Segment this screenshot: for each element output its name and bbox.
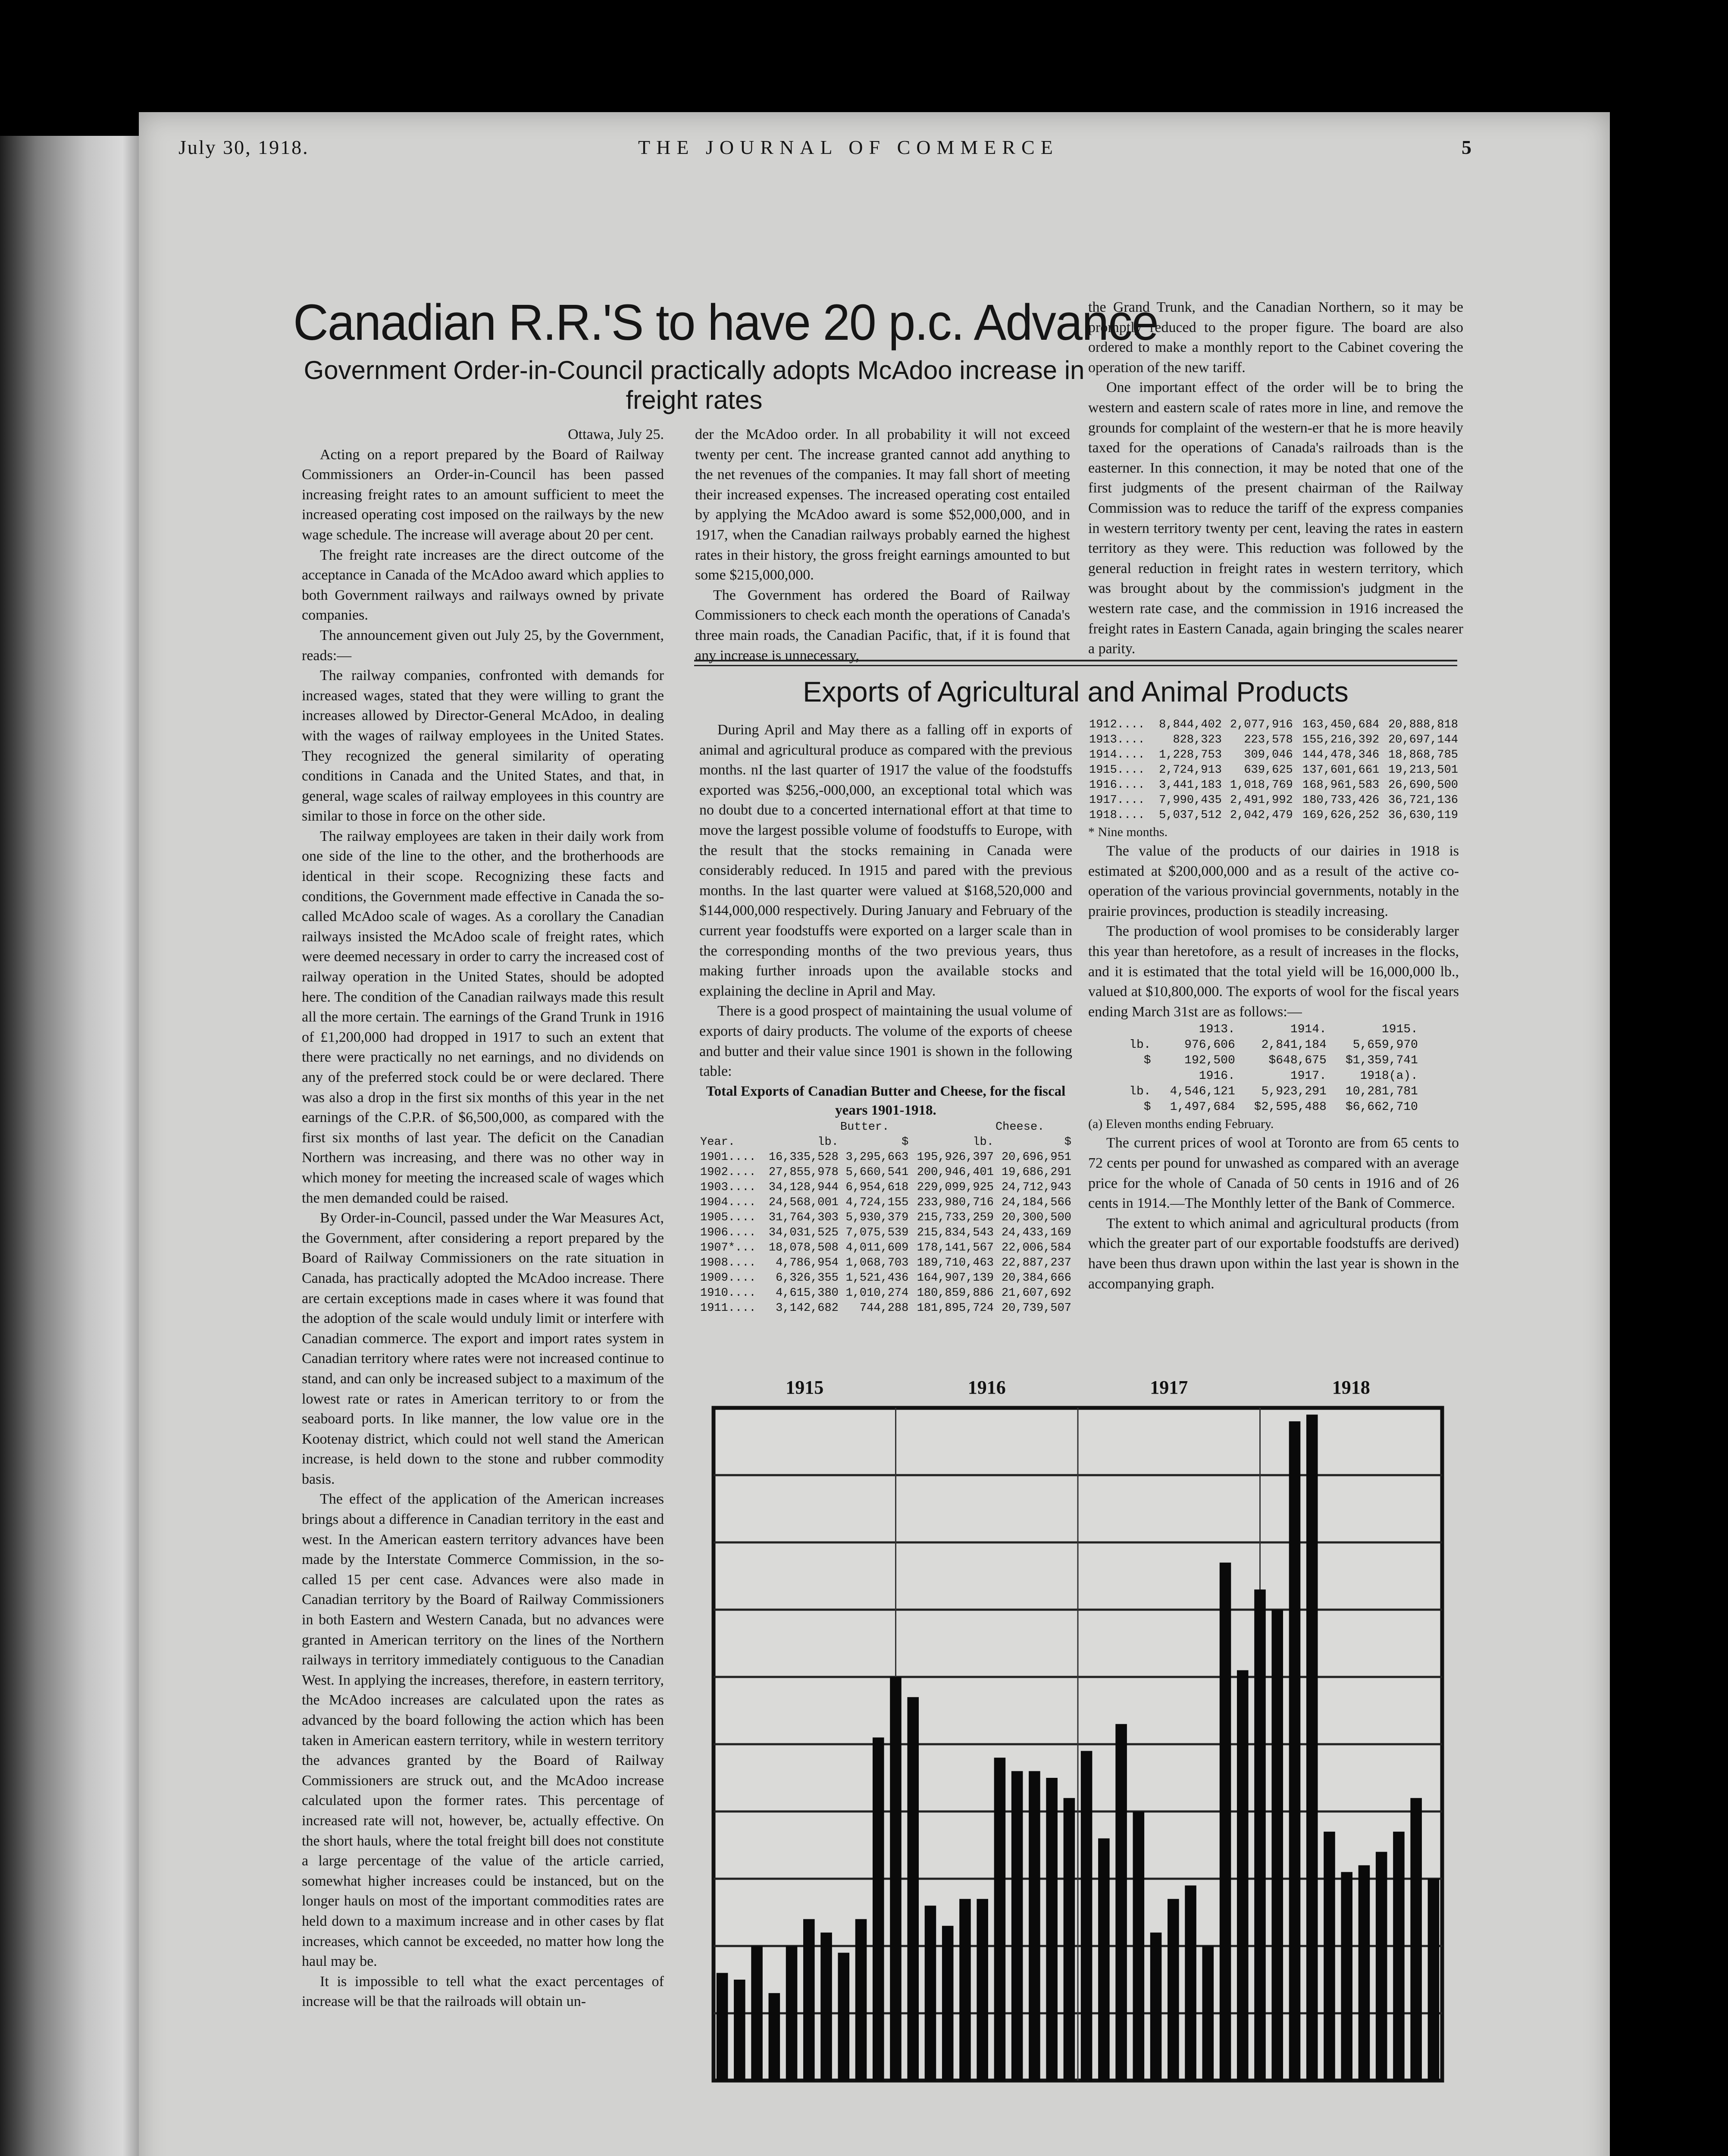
bar [1324, 1832, 1335, 2081]
bar [1185, 1886, 1196, 2081]
table-cell: 1901.... [700, 1150, 756, 1164]
table-row [1088, 718, 1459, 733]
table-cell: 744,288 [859, 1301, 909, 1315]
table-cell: 3,441,183 [1159, 779, 1222, 792]
table-cell: 24,568,001 [768, 1196, 839, 1209]
table-cell: 155,216,392 [1302, 733, 1380, 746]
table-cell: 4,724,155 [845, 1196, 909, 1209]
paragraph: The current prices of wool at Toronto are from 65 cents to 72 cents per pound for unwashed as compared with an average price for the whole of Canada of 50 cents in 1916 and of 26 cents in 1914.—The Monthly letter of the Bank of Commerce. [1088, 1135, 1459, 1212]
table-cell: 164,907,139 [917, 1271, 994, 1285]
table-cell: 26,690,500 [1388, 779, 1458, 792]
table-cell: 20,888,818 [1388, 718, 1458, 731]
bar [769, 1993, 780, 2081]
bar [803, 1919, 815, 2081]
year-label: 1915 [786, 1377, 824, 1398]
table-cell: 1903.... [700, 1181, 756, 1194]
table-cell: 1917. [1290, 1069, 1327, 1083]
table-cell: 229,099,925 [917, 1181, 994, 1194]
year-label: 1916 [967, 1377, 1006, 1398]
paragraph: The effect of the application of the American increases brings about a difference in Canadian territory in the east and west. In the American eastern territory advances have been made by the Interstate Commerce Commission, in the so-called 15 per cent case. Advances were also made in Canadian territory by the Board of Railway Commissioners in both Eastern and Western Canada, but no advances were granted in American territory on the lines of the Northern railways in territory immediately contiguous to the Canadian West. In applying the increases, therefore, in eastern territory, the McAdoo increases are calculated upon the rates as advanced by the board following the action which has been taken in American eastern territory, while in western territory the advances granted by the Board of Railway Commissioners are struck out, and the McAdoo increase calculated upon the former rates. This percentage of increased rate will not, however, be, actually effective. On the short hauls, where the total freight bill does not constitute a large percentage of the value of the article carried, somewhat higher increases could be instanced, but on the longer hauls on most of the important commodities rates are held down to a maximum increase and in other cases by flat increases, which cannot be exceeded, no matter how long the haul may be. [302, 1491, 664, 1970]
column-header: $ [902, 1135, 909, 1149]
table-cell: 137,601,661 [1302, 764, 1380, 777]
table-cell: 215,733,259 [917, 1211, 994, 1224]
table-cell: 1904.... [700, 1196, 756, 1209]
year-label: 1918 [1332, 1377, 1370, 1398]
table-cell: 24,184,566 [1001, 1196, 1071, 1209]
wool-table-footnote: (a) Eleven months ending February. [1088, 1117, 1274, 1131]
table-row [699, 1301, 1072, 1316]
table-cell: 20,384,666 [1001, 1271, 1071, 1285]
bar [1341, 1872, 1352, 2081]
table-cell: 1910.... [700, 1286, 756, 1300]
table-cell: 1915. [1381, 1023, 1418, 1037]
table-cell: 1,497,684 [1170, 1100, 1235, 1114]
table-cell: 2,724,913 [1159, 764, 1222, 777]
table-row [699, 1195, 1072, 1210]
wool-table-row [1120, 1053, 1427, 1069]
table-header-row [699, 1135, 1072, 1150]
table-cell: 178,141,567 [917, 1241, 994, 1254]
table-cell: 168,961,583 [1302, 779, 1380, 792]
table-cell: 309,046 [1244, 749, 1293, 761]
table-row [699, 1165, 1072, 1180]
table-cell: 144,478,346 [1302, 749, 1380, 761]
paragraph: One important effect of the order will be to bring the western and eastern scale of rates more in line, and remove the grounds for complaint of the western-er that he is more heavily taxed for the operations of Canada's railroads than is the easterner. In this connection, it may be noted that one of the first judgments of the present chairman of the Railway Commission was to reduce the tariff of the express companies in western territory twenty per cent, leaving the rates in eastern territory as they were. This reduction was followed by the general reduction in freight rates in western territory, which was brought about by the commission's judgment in the western rate case, and the commission in 1916 increased the freight rates in Eastern Canada, again bringing the scales nearer a parity. [1088, 379, 1463, 657]
table-cell: 1918(a). [1360, 1069, 1418, 1083]
paragraph: The railway companies, confronted with demands for increased wages, stated that they were willing to grant the increases allowed by Director-General McAdoo, in dealing with the wages of railway employees in the United States. They recognized the general similarity of operating conditions in Canada and the United States, and that, in general, wage scales of railway employees in this country are similar to those in force on the other side. [302, 667, 664, 824]
table-cell: 24,433,169 [1001, 1226, 1071, 1239]
table-row [699, 1241, 1072, 1256]
paragraph: It is impossible to tell what the exact percentages of increase will be that the railroads will obtain un- [302, 1973, 664, 2010]
table-cell: 20,697,144 [1388, 733, 1458, 746]
bar [1168, 1899, 1179, 2081]
table-cell: 22,887,237 [1001, 1256, 1071, 1269]
table-cell: 5,037,512 [1159, 809, 1222, 822]
dateline: Ottawa, July 25. [568, 426, 664, 442]
table-cell: $648,675 [1268, 1054, 1327, 1068]
bar [1306, 1415, 1318, 2081]
table-cell: 192,500 [1184, 1054, 1235, 1068]
table-cell: 1909.... [700, 1271, 756, 1285]
table-cell: 1918.... [1089, 809, 1145, 822]
table-cell: 19,686,291 [1001, 1166, 1071, 1179]
bar [717, 1973, 728, 2081]
table-cell: 1911.... [700, 1301, 756, 1315]
table-cell: 27,855,978 [768, 1166, 839, 1179]
table-cell: 189,710,463 [917, 1256, 994, 1269]
table-cell: 1913. [1199, 1023, 1235, 1037]
bar [907, 1697, 919, 2081]
railway-article-column-1 [302, 425, 664, 2012]
bar [1220, 1563, 1231, 2081]
table-cell: 34,128,944 [768, 1181, 839, 1194]
table-cell: lb. [1129, 1085, 1151, 1099]
butter-cheese-table-1912-1918 [1088, 718, 1459, 823]
table-cell: 215,834,543 [917, 1226, 994, 1239]
table-cell: 20,696,951 [1001, 1150, 1071, 1164]
bar [925, 1905, 936, 2081]
column-header: Year. [700, 1135, 736, 1149]
railway-article-headline [293, 293, 1158, 415]
table-cell: 31,764,303 [768, 1211, 839, 1224]
table-cell: 19,213,501 [1388, 764, 1458, 777]
table-cell: 180,859,886 [917, 1286, 994, 1300]
table-cell: lb. [1129, 1038, 1151, 1052]
table-cell [1120, 1022, 1160, 1037]
paragraph: The railway employees are taken in their daily work from one side of the line to the other, and the brotherhoods are identical in their scope. Recognizing these facts and conditions, the Government made effective in Canada the so-called McAdoo scale of wages. As a corollary the Canadian railways insisted the McAdoo scale of freight rates, which were deemed necessary in order to carry the increased cost of railway operation in the United States, should be adopted here. The condition of the Canadian railways made this result all the more certain. The earnings of the Grand Trunk in 1916 of £1,200,000 had dropped in 1917 to such an extent that there were practically no net earnings, and no dividends on any of the preferred stock could be or were declared. There was also a drop in the first six months of this year in the net earnings of the C.P.R. of $6,500,000, as compared with the first six months of last year. The deficit on the Canadian Northern was increasing, and there was no other way in which money for meeting the increased scale of wages which the men demanded could be raised. [302, 828, 664, 1206]
bar [1393, 1832, 1405, 2081]
paragraph: The value of the products of our dairies in 1918 is estimated at $200,000,000 and as a result of the active co-operation of the various provincial governments, notably in the prairie provinces, production is steadily increasing. [1088, 843, 1459, 919]
table-cell: $6,662,710 [1345, 1100, 1418, 1114]
butter-cheese-table-title: Total Exports of Canadian Butter and Cheese, for the fiscal years 1901-1918. [706, 1083, 1066, 1118]
butter-cheese-table-1901-1911 [699, 1120, 1072, 1316]
table-row [699, 1225, 1072, 1241]
table-cell: 4,011,609 [845, 1241, 909, 1254]
table-cell: 20,300,500 [1001, 1211, 1071, 1224]
table-cell: 2,077,916 [1230, 718, 1293, 731]
table-cell: 5,660,541 [845, 1166, 909, 1179]
bar [1254, 1589, 1266, 2081]
table-cell: 21,607,692 [1001, 1286, 1071, 1300]
table-cell: 36,721,136 [1388, 794, 1458, 807]
bar [1029, 1771, 1040, 2081]
table-footnote: * Nine months. [1088, 825, 1168, 839]
table-cell: 1913.... [1089, 733, 1145, 746]
table-row [699, 1180, 1072, 1195]
table-cell: 16,335,528 [768, 1150, 839, 1164]
paragraph: During April and May there as a falling off in exports of animal and agricultural produce as compared with the previous months. nI the last quarter of 1917 the value of the foodstuffs exported was $256,-000,000, an exceptional total which was no doubt due to a concerted international effort at that time to move the largest possible volume of foodstuffs to Europe, with the result that the stocks remaining in Canada were considerably reduced. In 1915 and pared with the previous months. In the last quarter were valued at $168,520,000 and $144,000,000 respectively. During January and February of the current year foodstuffs were exported on a larger scale than in the corresponding months of the two previous years, thus making further inroads upon the available stocks and explaining the decline in April and May. [699, 722, 1072, 999]
table-cell: 180,733,426 [1302, 794, 1380, 807]
table-cell: 3,295,663 [845, 1150, 909, 1164]
bar [838, 1953, 850, 2081]
paragraph: The extent to which animal and agricultural products (from which the greater part of our exportable foodstuffs are derived) have been thus drawn upon within the last year is shown in the accompanying graph. [1088, 1215, 1459, 1292]
bar [890, 1677, 902, 2081]
column-header: lb. [817, 1135, 839, 1149]
table-cell: 2,042,479 [1230, 809, 1293, 822]
table-cell: 1914. [1290, 1023, 1327, 1037]
table-cell: 4,786,954 [776, 1256, 839, 1269]
table-cell: 6,954,618 [845, 1181, 909, 1194]
paragraph: The production of wool promises to be considerably larger this year than heretofore, as a result of increases in the flocks, and it is estimated that the total yield will be 16,000,000 lb., valued at $10,800,000. The exports of wool for the fiscal years ending March 31st are as follows:— [1088, 923, 1459, 1020]
paragraph: der the McAdoo order. In all probability it will not exceed twenty per cent. The increase granted cannot add anything to the net revenues of the companies. It may fall short of meeting their increased expenses. The increased operating cost entailed by applying the McAdoo award is some $52,000,000, and in 1917, when the Canadian railways probably earned the highest rates in their history, the gross freight earnings amounted to but some $215,000,000. [695, 426, 1070, 583]
table-cell: 2,491,992 [1230, 794, 1293, 807]
table-row [1088, 778, 1459, 793]
table-cell: 4,546,121 [1170, 1085, 1235, 1099]
table-row [699, 1256, 1072, 1271]
bar [1410, 1798, 1422, 2081]
wool-exports-table [1120, 1022, 1427, 1115]
table-cell: 1915.... [1089, 764, 1145, 777]
column-header: lb. [973, 1135, 994, 1149]
table-row [699, 1271, 1072, 1286]
table-row [699, 1150, 1072, 1165]
year-label: 1917 [1150, 1377, 1188, 1398]
previous-page-edge [0, 136, 144, 2156]
table-cell: 169,626,252 [1302, 809, 1380, 822]
table-cell: 639,625 [1244, 764, 1293, 777]
exports-bar-chart-svg [707, 1367, 1449, 2091]
exports-article-right-column [1088, 718, 1459, 1294]
bar [977, 1899, 988, 2081]
table-cell: 1,521,436 [845, 1271, 909, 1285]
bar [1359, 1865, 1370, 2081]
exports-bar-chart [707, 1367, 1449, 2091]
table-cell: 20,739,507 [1001, 1301, 1071, 1315]
table-cell: 5,930,379 [845, 1211, 909, 1224]
running-header [0, 136, 1728, 170]
bar [1150, 1933, 1162, 2081]
table-cell: $2,595,488 [1254, 1100, 1327, 1114]
bar [820, 1933, 832, 2081]
table-cell: 7,990,435 [1159, 794, 1222, 807]
table-cell: 1917.... [1089, 794, 1145, 807]
bar [994, 1758, 1006, 2081]
bar [786, 1946, 798, 2081]
table-row [1088, 793, 1459, 808]
table-cell: 3,142,682 [776, 1301, 839, 1315]
table-cell: 1916.... [1089, 779, 1145, 792]
table-cell: 22,006,584 [1001, 1241, 1071, 1254]
table-row [1088, 763, 1459, 778]
paragraph: The announcement given out July 25, by the Government, reads:— [302, 627, 664, 664]
table-cell: 1907*... [700, 1241, 756, 1254]
section-divider [694, 660, 1457, 666]
table-cell: 1905.... [700, 1211, 756, 1224]
paragraph: the Grand Trunk, and the Canadian Northern, so it may be promptly reduced to the proper figure. The board are also ordered to make a monthly report to the Cabinet covering the operation of the new tariff. [1088, 299, 1463, 376]
table-cell: 7,075,539 [845, 1226, 909, 1239]
table-cell: 18,868,785 [1388, 749, 1458, 761]
table-cell: 195,926,397 [917, 1150, 994, 1164]
table-row [699, 1286, 1072, 1301]
table-cell: 181,895,724 [917, 1301, 994, 1315]
table-cell: 828,323 [1173, 733, 1222, 746]
bar [855, 1919, 867, 2081]
table-cell: 1912.... [1089, 718, 1145, 731]
paragraph: Acting on a report prepared by the Board of Railway Commissioners an Order-in-Council has been passed increasing freight rates to an amount sufficient to meet the increased operating cost imposed on the railways by the new wage schedule. The increase will average about 20 per cent. [302, 446, 664, 543]
bar [1081, 1751, 1093, 2081]
table-cell: $1,359,741 [1345, 1054, 1418, 1068]
headline-text: Canadian R.R.'S to have 20 p.c. Advance [293, 294, 1158, 351]
bar [1046, 1778, 1058, 2081]
table-cell: 1902.... [700, 1166, 756, 1179]
paragraph: The freight rate increases are the direct outcome of the acceptance in Canada of the McAdoo award which applies to both Government railways and railways owned by private companies. [302, 547, 664, 624]
table-cell: 6,326,355 [776, 1271, 839, 1285]
paragraph: The Government has ordered the Board of Railway Commissioners to check each month the operations of Canada's three main roads, the Canadian Pacific, that, if it is found that any increase is unnecessary, [695, 587, 1070, 664]
table-cell: 4,615,380 [776, 1286, 839, 1300]
table-cell: 976,606 [1184, 1038, 1235, 1052]
bar [1202, 1946, 1214, 2081]
table-cell: 1,228,753 [1159, 749, 1222, 761]
bar [873, 1737, 884, 2081]
bar [1289, 1421, 1301, 2081]
paragraph: There is a good prospect of maintaining the usual volume of exports of dairy products. The volume of the exports of cheese and butter and their value since 1901 is shown in the following table: [699, 1003, 1072, 1080]
exports-article-title: Exports of Agricultural and Animal Products [803, 676, 1349, 708]
bar [734, 1980, 745, 2081]
bar [1011, 1771, 1023, 2081]
table-row [1088, 808, 1459, 823]
exports-article-left-column [699, 720, 1072, 1316]
table-cell: $ [1143, 1100, 1151, 1114]
table-cell: 1,068,703 [845, 1256, 909, 1269]
bar [1271, 1610, 1283, 2081]
table-cell: 1916. [1199, 1069, 1235, 1083]
table-cell: 5,923,291 [1261, 1085, 1327, 1099]
railway-article-column-3 [1088, 298, 1463, 659]
table-cell: 200,946,401 [917, 1166, 994, 1179]
table-cell: 5,659,970 [1352, 1038, 1418, 1052]
bar [1115, 1724, 1127, 2081]
group-header-cheese: Cheese. [995, 1120, 1045, 1134]
masthead: THE JOURNAL OF COMMERCE [638, 136, 1059, 158]
bar [1098, 1838, 1110, 2081]
railway-article-column-2 [695, 425, 1070, 666]
bar [751, 1946, 763, 2081]
wool-table-row [1120, 1069, 1427, 1084]
wool-table-row [1120, 1084, 1427, 1100]
table-cell: 163,450,684 [1302, 718, 1380, 731]
table-cell: 1906.... [700, 1226, 756, 1239]
bar [1376, 1852, 1387, 2081]
table-cell: 18,078,508 [768, 1241, 839, 1254]
wool-table-row [1120, 1022, 1427, 1037]
bar [1237, 1670, 1249, 2081]
issue-date: July 30, 1918. [178, 136, 309, 158]
table-cell: $ [1143, 1054, 1151, 1068]
group-header-butter: Butter. [840, 1120, 889, 1134]
bar [1064, 1798, 1075, 2081]
wool-table-row [1120, 1100, 1427, 1115]
table-row [1088, 733, 1459, 748]
table-cell: 223,578 [1244, 733, 1293, 746]
table-row [1088, 748, 1459, 763]
table-cell: 233,980,716 [917, 1196, 994, 1209]
table-cell [1120, 1069, 1160, 1084]
table-cell: 1908.... [700, 1256, 756, 1269]
table-cell: 24,712,943 [1001, 1181, 1071, 1194]
table-cell: 36,630,119 [1388, 809, 1458, 822]
table-cell: 1,010,274 [845, 1286, 909, 1300]
bar [959, 1899, 971, 2081]
table-cell: 1914.... [1089, 749, 1145, 761]
page-number: 5 [1462, 136, 1473, 158]
column-header: $ [1064, 1135, 1071, 1149]
table-cell: 8,844,402 [1159, 718, 1222, 731]
table-cell: 10,281,781 [1345, 1085, 1418, 1099]
headline-deck: Government Order-in-Council practically adopts McAdoo increase in freight rates [304, 356, 1085, 414]
table-cell: 2,841,184 [1261, 1038, 1327, 1052]
paragraph: By Order-in-Council, passed under the War Measures Act, the Government, after considering a report prepared by the Board of Railway Commissioners on the rate situation in Canada, has practically adopted the McAdoo increase. There are certain exceptions made in cases where it was found that the adoption of the scale would unduly limit or interfere with Canadian commerce. The export and import rates system in Canadian territory where rates were not increased continue to stand, and can only be increased subject to a maximum of the lowest rate or rates in American territory to or from the seaboard ports. In like manner, the low value ore in the Kootenay district, which could not well stand the American increase, is held down to the stone and rubber commodity basis. [302, 1210, 664, 1487]
table-cell: 1,018,769 [1230, 779, 1293, 792]
bar [1133, 1811, 1145, 2081]
bar [1428, 1879, 1440, 2081]
bar [942, 1926, 954, 2081]
table-cell: 34,031,525 [768, 1226, 839, 1239]
table-row [699, 1210, 1072, 1225]
wool-table-row [1120, 1037, 1427, 1053]
